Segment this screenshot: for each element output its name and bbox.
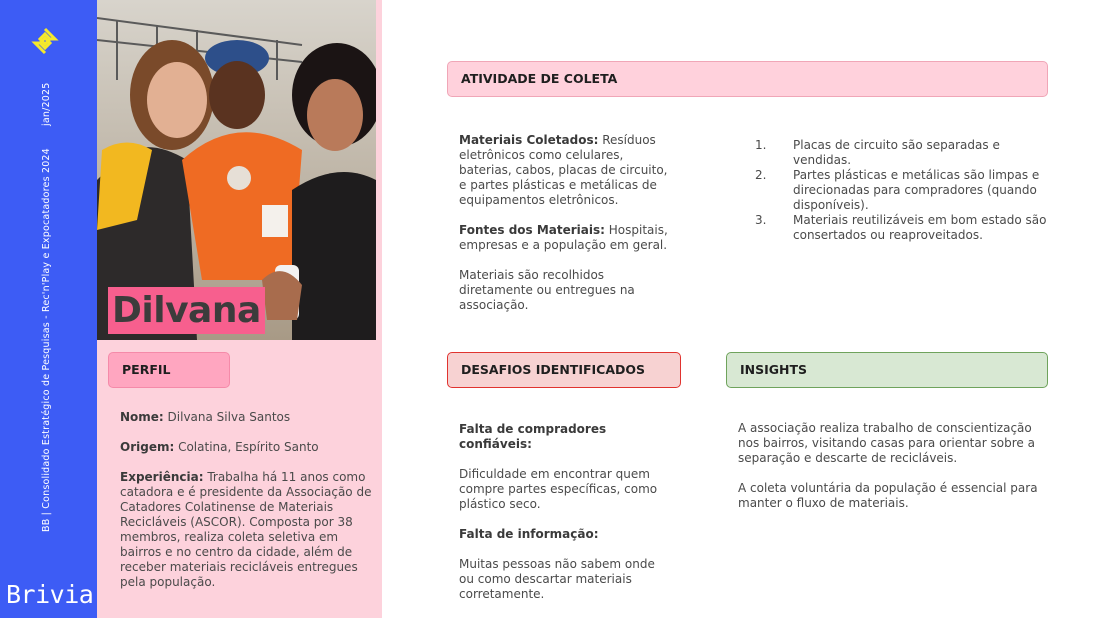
coleta-details [459, 133, 674, 313]
list-item: 2. Partes plásticas e metálicas são limpas e direcionadas para compradores (quando disponíveis). [755, 168, 1040, 212]
perfil-details [120, 410, 378, 590]
brand-wordmark: Brivia [6, 580, 94, 609]
coleta-materiais: Materiais Coletados: Resíduos eletrônicos como celulares, baterias, cabos, placas de circuito, e partes plásticas e metálicas de equipamentos eletrônicos. [459, 133, 668, 207]
desafios-details [459, 422, 669, 602]
persona-name: Dilvana [108, 287, 265, 334]
perfil-origem: Origem: Colatina, Espírito Santo [120, 440, 319, 454]
date-label: jan/2025 [41, 82, 52, 126]
desafio-2-text: Muitas pessoas não sabem onde ou como descartar materiais corretamente. [459, 557, 655, 601]
coleta-fontes: Fontes dos Materiais: Hospitais, empresas e a população em geral. [459, 223, 668, 252]
study-title: BB | Consolidado Estratégico de Pesquisas - Rec'n'Play e Expocatadores 2024 [41, 148, 52, 532]
insights-details [738, 421, 1038, 511]
perfil-header: PERFIL [108, 352, 230, 388]
coleta-header: ATIVIDADE DE COLETA [447, 61, 1048, 97]
insight-2: A coleta voluntária da população é essencial para manter o fluxo de materiais. [738, 481, 1038, 510]
desafios-header: DESAFIOS IDENTIFICADOS [447, 352, 681, 388]
insight-1: A associação realiza trabalho de conscientização nos bairros, visitando casas para orientar sobre a separação e descarte de recicláveis. [738, 421, 1035, 465]
perfil-experiencia: Experiência: Trabalha há 11 anos como catadora e é presidente da Associação de Catadores Colatinense de Materiais Recicláveis (ASCOR). Composta por 38 membros, realiza coleta seletiva em bairros e no centro da cidade, além de receber materiais recicláveis entregues pela população. [120, 470, 372, 589]
sidebar-rail [0, 0, 97, 618]
coleta-recolhimento: Materiais são recolhidos diretamente ou entregues na associação. [459, 268, 635, 312]
list-item: 1. Placas de circuito são separadas e vendidas. [755, 138, 1000, 167]
desafio-1-text: Dificuldade em encontrar quem compre partes específicas, como plástico seco. [459, 467, 658, 511]
perfil-nome: Nome: Dilvana Silva Santos [120, 410, 291, 424]
coleta-steps-list [750, 138, 1050, 243]
desafio-1-title: Falta de compradores confiáveis: [459, 422, 607, 451]
banco-do-brasil-logo-icon [31, 27, 59, 55]
insights-header: INSIGHTS [726, 352, 1048, 388]
desafio-2-title: Falta de informação: [459, 527, 599, 541]
list-item: 3. Materiais reutilizáveis em bom estado são consertados ou reaproveitados. [755, 213, 1047, 242]
